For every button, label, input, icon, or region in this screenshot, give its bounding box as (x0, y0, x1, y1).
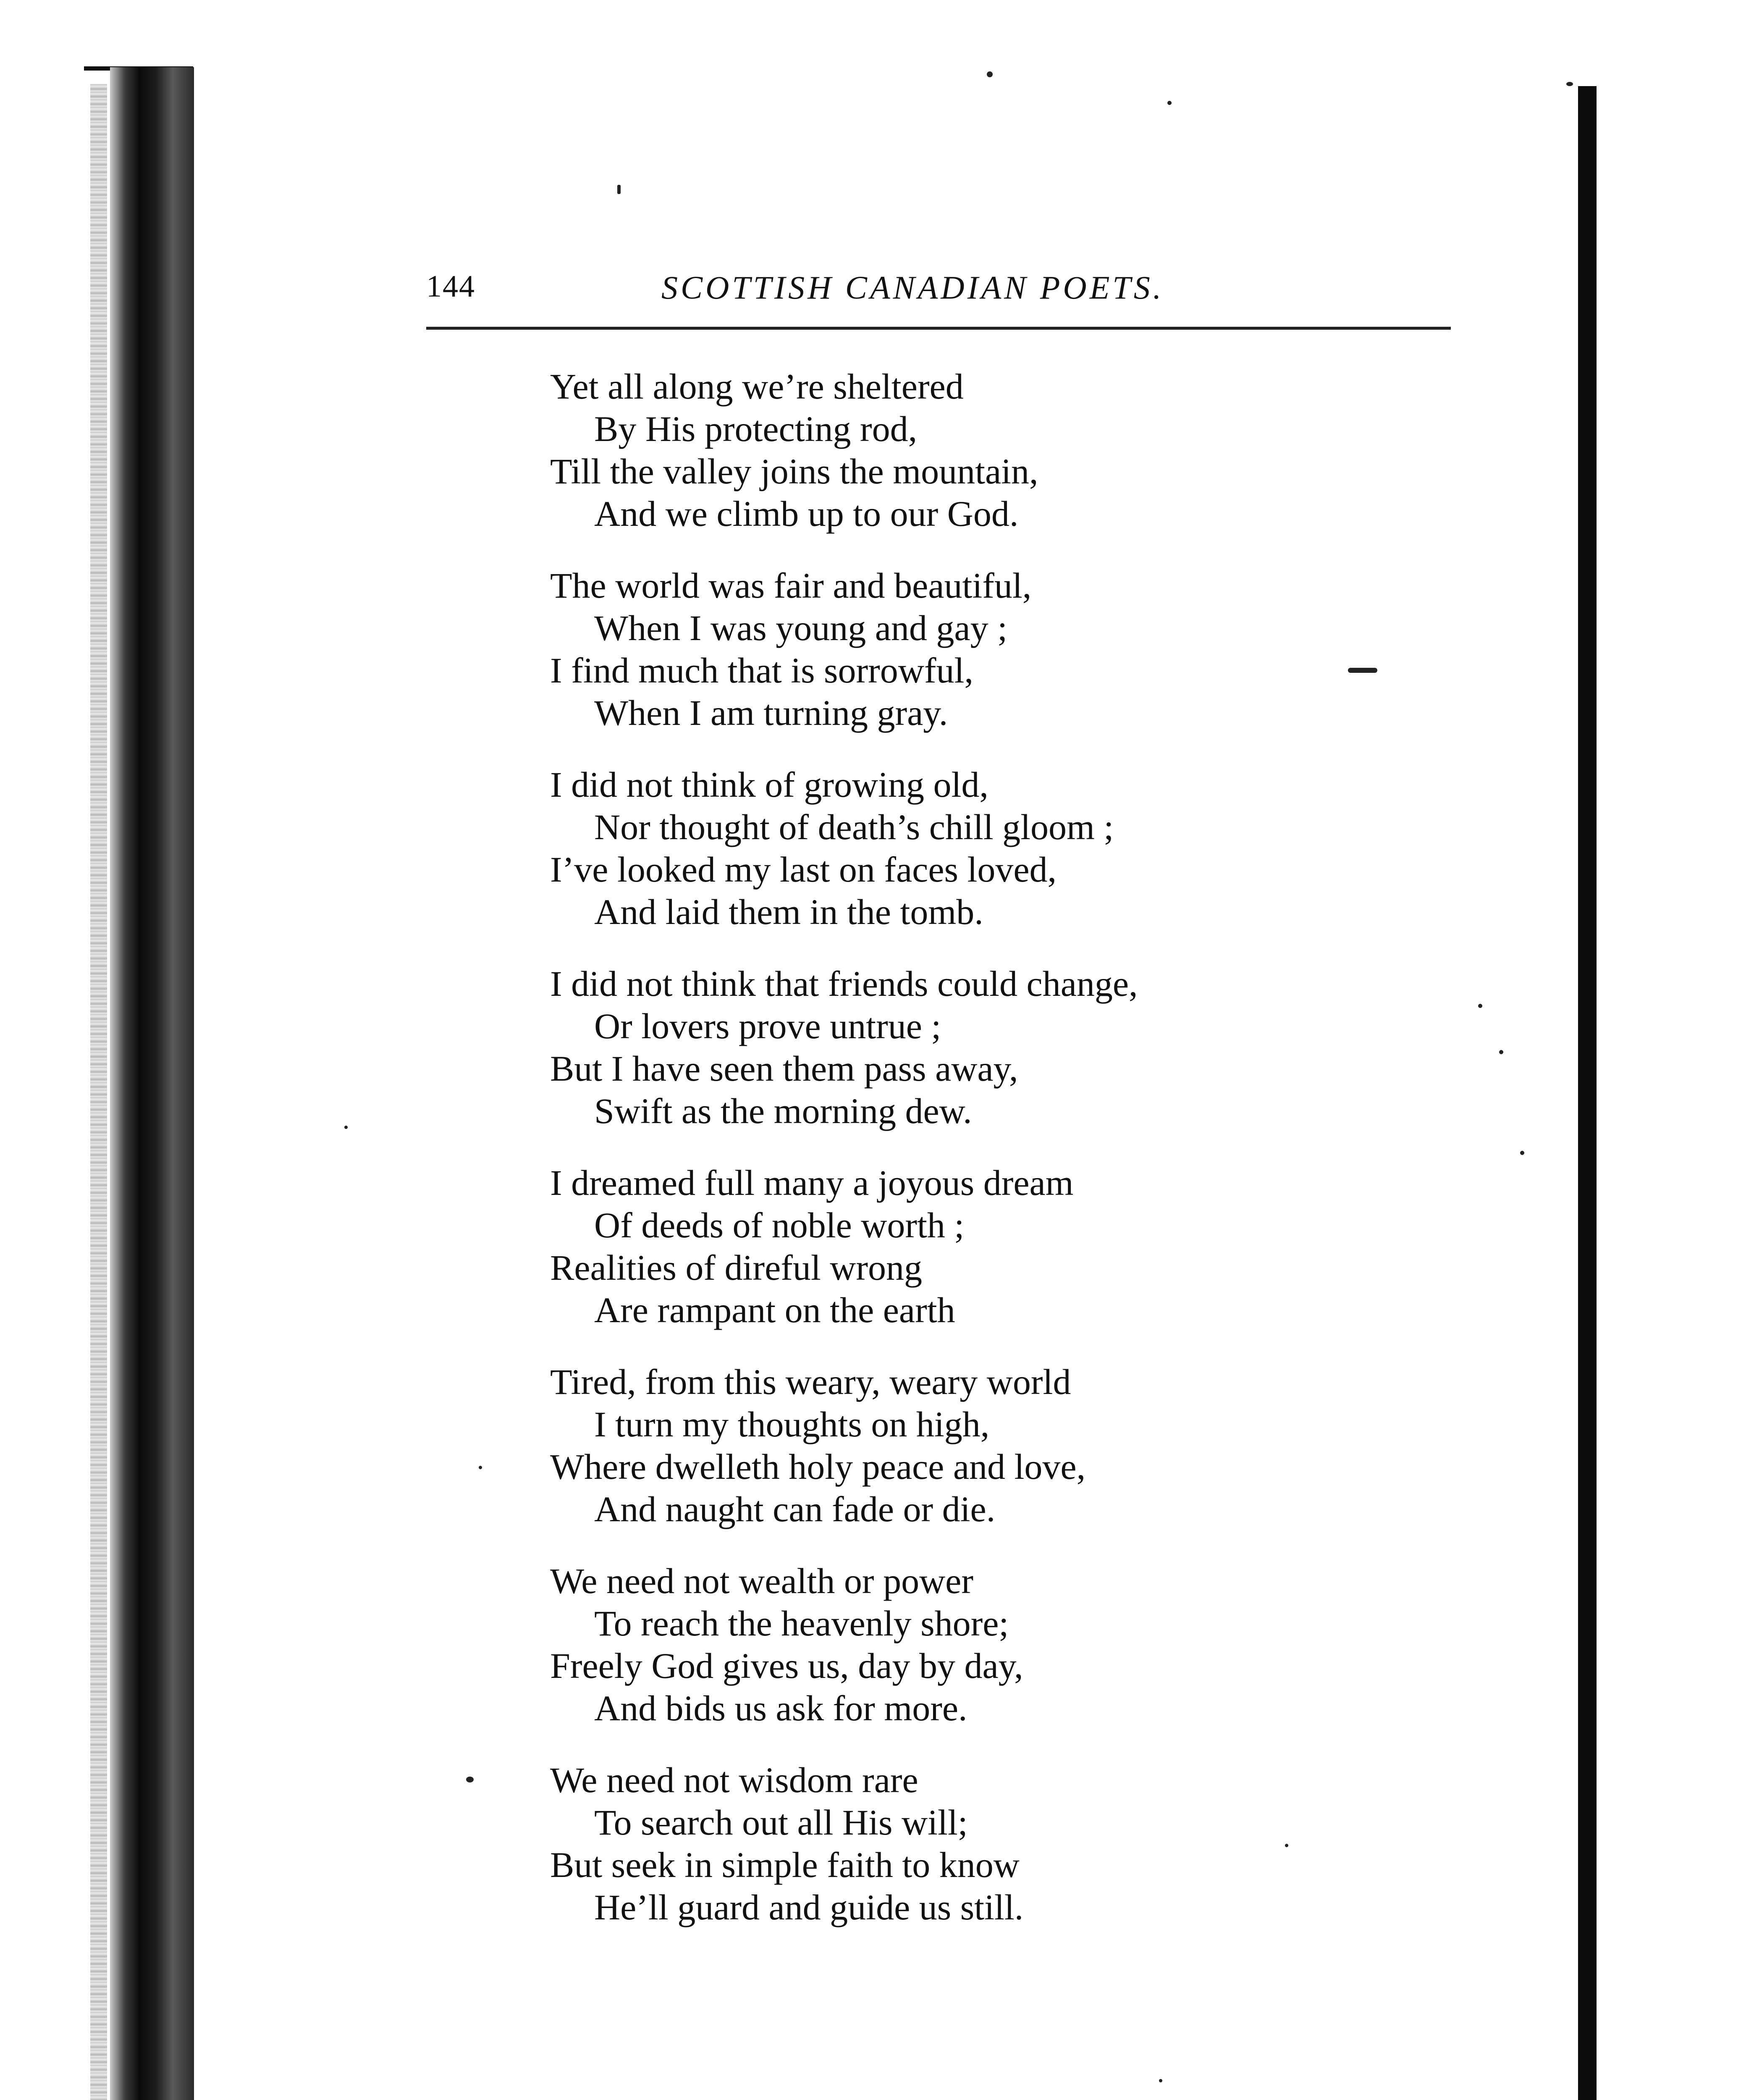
scan-speck (1520, 1151, 1524, 1155)
poem-line: I did not think that friends could change, (550, 963, 1138, 1004)
scan-speck (479, 1466, 482, 1469)
scan-speck (1167, 101, 1172, 105)
stanza (550, 764, 1474, 933)
poem-line: We need not wisdom rare (550, 1760, 918, 1800)
stanza (550, 963, 1474, 1132)
poem (550, 365, 1474, 1958)
poem-line: I dreamed full many a joyous dream (550, 1163, 1074, 1203)
scan-speck (1348, 668, 1377, 673)
stanza (550, 1759, 1474, 1929)
poem-line: And laid them in the tomb. (594, 892, 983, 932)
scan-speck (466, 1777, 474, 1782)
poem-line: And bids us ask for more. (594, 1688, 967, 1728)
poem-line: Of deeds of noble worth ; (594, 1205, 965, 1245)
poem-line: Till the valley joins the mountain, (550, 451, 1038, 491)
running-head (426, 269, 1451, 319)
poem-line: We need not wealth or power (550, 1561, 973, 1601)
poem-line: Swift as the morning dew. (594, 1091, 972, 1131)
scan-speck (617, 185, 621, 194)
poem-line: When I am turning gray. (594, 693, 948, 733)
poem-line: Are rampant on the earth (594, 1290, 955, 1330)
poem-line: Freely God gives us, day by day, (550, 1646, 1023, 1686)
poem-line: I turn my thoughts on high, (594, 1404, 990, 1444)
scan-speck (987, 71, 993, 77)
poem-line: And we climb up to our God. (594, 494, 1019, 534)
scan-page-edge-texture (90, 84, 107, 2100)
poem-line: Realities of direful wrong (550, 1247, 923, 1288)
poem-line: But seek in simple faith to know (550, 1845, 1020, 1885)
poem-line: Yet all along we’re sheltered (550, 366, 964, 407)
poem-line: I find much that is sorrowful, (550, 650, 973, 690)
stanza (550, 1361, 1474, 1530)
scan-speck (1159, 2079, 1162, 2082)
scan-binding-shadow-left (110, 67, 194, 2100)
scan-edge-right (1578, 86, 1597, 2100)
poem-line: He’ll guard and guide us still. (594, 1887, 1024, 1927)
poem-line: Where dwelleth holy peace and love, (550, 1446, 1086, 1487)
scan-speck (1478, 1004, 1482, 1008)
poem-line: But I have seen them pass away, (550, 1048, 1018, 1089)
scan-speck (344, 1126, 348, 1129)
poem-line: Or lovers prove untrue ; (594, 1006, 941, 1046)
poem-line: By His protecting rod, (594, 409, 918, 449)
stanza (550, 1560, 1474, 1730)
poem-line: To reach the heavenly shore; (594, 1603, 1009, 1643)
stanza (550, 1162, 1474, 1331)
poem-line: I’ve looked my last on faces loved, (550, 849, 1057, 890)
poem-line: When I was young and gay ; (594, 608, 1007, 648)
page-title: SCOTTISH CANADIAN POETS. (661, 269, 1164, 306)
poem-line: Nor thought of death’s chill gloom ; (594, 807, 1114, 847)
scan-speck (1285, 1844, 1288, 1847)
poem-line: The world was fair and beautiful, (550, 565, 1032, 606)
poem-line: Tired, from this weary, weary world (550, 1362, 1071, 1402)
scan-speck (1499, 1050, 1503, 1054)
poem-line: And naught can fade or die. (594, 1489, 996, 1529)
poem-line: I did not think of growing old, (550, 764, 988, 805)
stanza (550, 564, 1474, 734)
stanza (550, 365, 1474, 535)
page-number: 144 (426, 269, 475, 304)
header-rule (426, 327, 1451, 330)
scan-speck (1566, 82, 1573, 86)
poem-line: To search out all His will; (594, 1802, 968, 1843)
